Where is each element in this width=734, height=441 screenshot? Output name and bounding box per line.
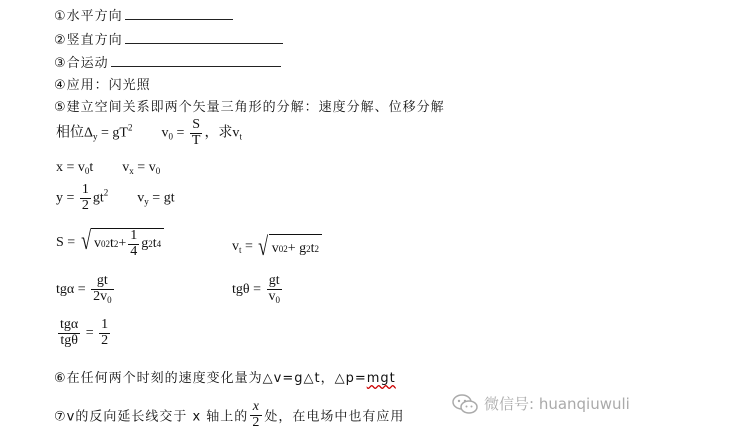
text: = [241, 239, 257, 255]
item-combined [54, 52, 281, 71]
text: v [122, 160, 130, 175]
sub: 0 [107, 294, 112, 305]
item-vertical-label: ②竖直方向 [54, 33, 123, 48]
text: y = [56, 190, 78, 206]
text: ，求v [204, 125, 240, 141]
watermark-text: 微信号: huanqiuwuli [484, 395, 630, 413]
fraction [99, 318, 110, 348]
text: ⑥在任何两个时刻的速度变化量为△v=g△t，△p= [54, 371, 367, 386]
text: v [93, 236, 101, 252]
square-root [256, 232, 322, 262]
item-application-label: ④应用：闪光照 [54, 78, 151, 93]
text: v [232, 239, 239, 255]
fraction [190, 118, 203, 148]
sup: 2 [306, 243, 311, 254]
item-horizontal-label: ①水平方向 [54, 9, 123, 24]
text: 2v [93, 288, 108, 304]
fraction [267, 274, 283, 305]
sub: 0 [155, 166, 161, 176]
text: mgt [366, 371, 396, 386]
numerator: 1 [101, 317, 109, 332]
sup: 2 [113, 239, 119, 250]
numerator: S [192, 117, 201, 132]
sub: 0 [100, 239, 106, 250]
blank-line [125, 31, 283, 44]
formula-phase [56, 118, 242, 148]
formula-tg-theta [232, 274, 284, 305]
square-root [79, 226, 164, 259]
formula-tg-alpha [56, 274, 116, 305]
item-velocity-change [54, 367, 396, 386]
text: v [271, 240, 279, 256]
fraction [250, 400, 262, 430]
sup: 2 [283, 243, 288, 254]
text: 相位Δ [56, 125, 94, 141]
fraction [58, 318, 80, 348]
numerator: 1 [81, 182, 89, 197]
text: = gT [97, 125, 128, 141]
sub: 0 [275, 294, 280, 305]
denominator [267, 289, 283, 305]
formula-x [56, 160, 160, 176]
denominator [91, 289, 114, 305]
item-decomposition-label: ⑤建立空间关系即两个矢量三角形的分解：速度分解、位移分解 [54, 100, 445, 115]
sub: 0 [84, 166, 90, 176]
text: v [137, 190, 145, 206]
text: 处，在电场中也有应用 [264, 409, 405, 425]
formula-y [56, 183, 175, 213]
sub: 0 [278, 243, 284, 254]
text: t [109, 236, 114, 252]
sub: t [239, 131, 242, 142]
numerator: tgα [60, 317, 79, 332]
sup: 4 [156, 239, 162, 250]
denominator: 4 [130, 243, 138, 259]
formula-ratio [56, 318, 112, 348]
text: t [89, 160, 94, 175]
numerator: x [252, 399, 260, 414]
item-reverse-extension [54, 400, 404, 430]
numerator: gt [268, 273, 280, 288]
denominator: 2 [81, 197, 89, 213]
item-application [54, 74, 151, 93]
fraction [80, 183, 91, 213]
sub: x [129, 166, 134, 176]
item-decomposition [54, 96, 445, 115]
denominator: 2 [101, 332, 109, 348]
text: v [161, 125, 169, 141]
sup: 2 [148, 239, 153, 250]
sup: 2 [105, 239, 110, 250]
text: = v [133, 160, 156, 175]
text: t [152, 236, 157, 252]
blank-line [111, 54, 281, 67]
formula-vt [232, 232, 322, 262]
text: = gt [148, 190, 175, 206]
item-vertical [54, 29, 283, 48]
sub: y [93, 131, 98, 142]
text: g [141, 236, 149, 252]
text: ⑦v的反向延长线交于 x 轴上的 [54, 409, 249, 425]
text: gt [92, 190, 104, 206]
item-combined-label: ③合运动 [54, 56, 109, 71]
numerator: gt [96, 273, 108, 288]
text: v [268, 288, 276, 304]
text: tgθ = [232, 281, 265, 297]
fraction [91, 274, 114, 305]
text: + g [287, 240, 307, 256]
text: = [82, 325, 98, 341]
text: = [172, 125, 188, 141]
sub: t [239, 245, 242, 256]
text: tgα = [56, 281, 90, 297]
radical-sign: √ [258, 232, 269, 261]
watermark [452, 393, 630, 414]
sub: 0 [168, 131, 173, 142]
sup: 2 [127, 122, 133, 133]
wechat-icon [452, 394, 478, 414]
fraction [128, 229, 139, 259]
blank-line [125, 7, 233, 20]
radical-sign: √ [80, 226, 91, 255]
denominator: 2 [252, 414, 261, 430]
text: + [118, 236, 127, 252]
numerator: 1 [130, 228, 138, 243]
formula-s [56, 226, 164, 259]
text: S = [56, 234, 79, 250]
sup: 2 [314, 243, 319, 254]
text: x = v [56, 160, 85, 175]
sub: y [144, 196, 149, 207]
denominator: T [191, 132, 201, 148]
denominator: tgθ [60, 332, 78, 348]
text: t [310, 240, 315, 256]
item-horizontal [54, 5, 233, 24]
sup: 2 [103, 187, 109, 198]
